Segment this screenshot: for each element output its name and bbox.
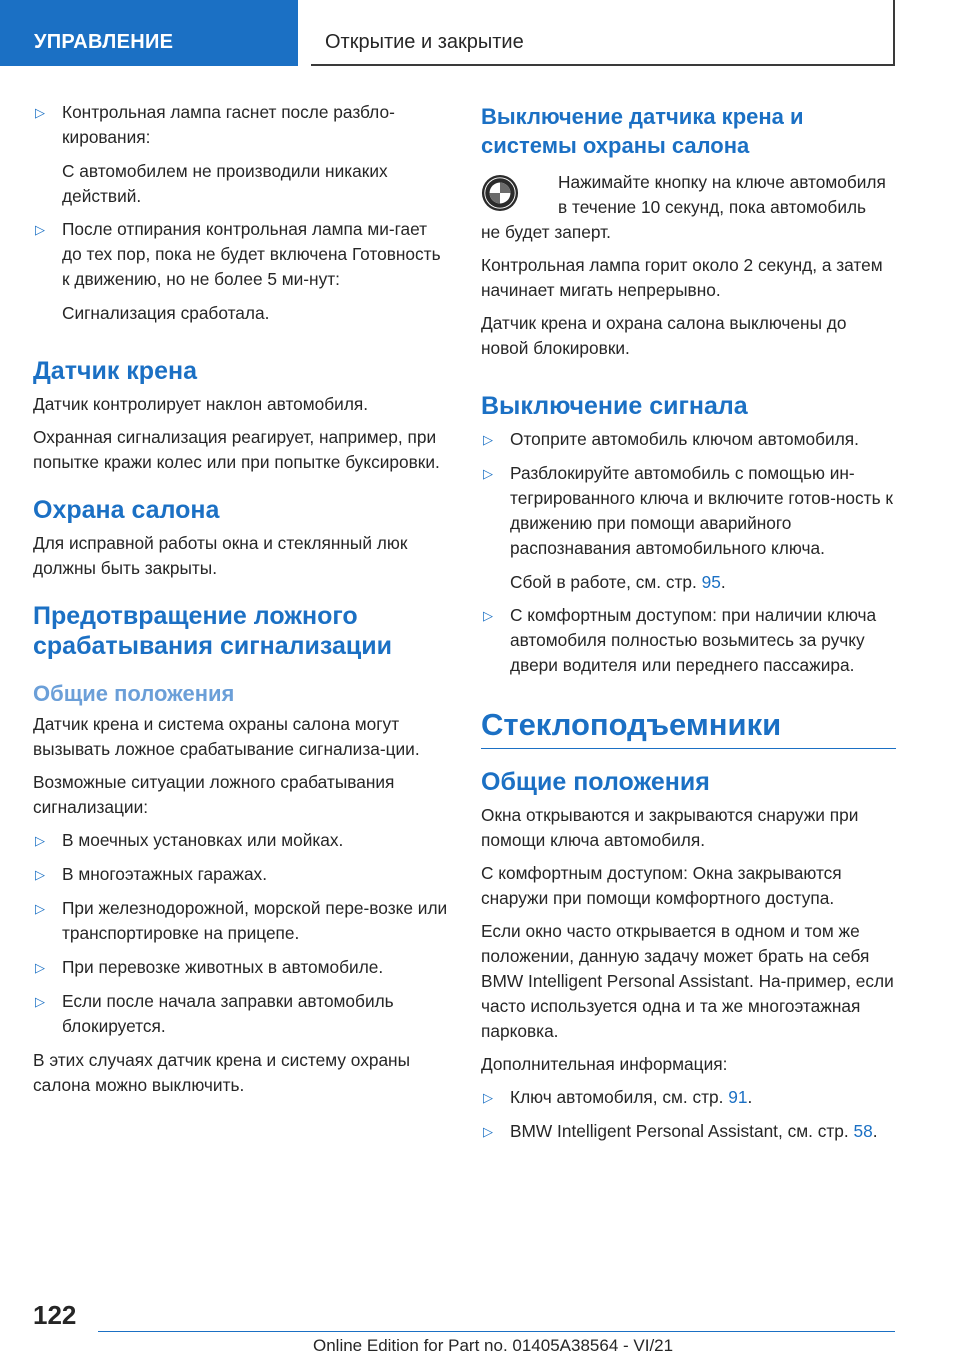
triangle-bullet-icon: ▷ [35,867,45,882]
footer-edition: Online Edition for Part no. 01405A38564 - VI/21 [313,1336,674,1355]
list-item: ▷ Разблокируйте автомобиль с помощью ин-тегрированного ключа и включите готов-ность к движению при помощи аварийного распознавания автомобильного ключа. [483,463,893,558]
paragraph: Датчик контролирует наклон автомобиля. [33,394,369,414]
page-link-91[interactable]: 91 [728,1087,748,1107]
list-item: ▷ Ключ автомобиля, см. стр. 91. [481,1085,896,1110]
heading-false-alarm: Предотвращение ложного срабатывания сигнализации [33,602,393,660]
triangle-bullet-icon: ▷ [483,1090,493,1105]
chapter-title: Открытие и закрытие [311,0,895,66]
list-item-reference: Сбой в работе, см. стр. 95. [510,572,726,592]
paragraph: Если окно часто открывается в одном и том же положении, данную задачу может брать на себя BMW Intelligent Personal Assistant. На-пример, если часто используется одна и та же многоэтажная парковка. [481,921,894,1041]
heading-general: Общие положения [481,768,710,796]
paragraph: С комфортным доступом: Окна закрываются снаружи при помощи комфортного доступа. [481,863,842,908]
triangle-bullet-icon: ▷ [35,994,45,1009]
triangle-bullet-icon: ▷ [35,960,45,975]
paragraph: Датчик крена и охрана салона выключены до новой блокировки. [481,313,847,358]
paragraph: Охранная сигнализация реагирует, например, при попытке кражи колес или при попытке буксировки. [33,427,440,472]
paragraph: В этих случаях датчик крена и систему охраны салона можно выключить. [33,1050,411,1095]
triangle-bullet-icon: ▷ [35,833,45,848]
list-item: ▷ Отоприте автомобиль ключом автомобиля. [481,427,896,452]
triangle-bullet-icon: ▷ [483,432,493,447]
paragraph: Контрольная лампа горит около 2 секунд, а затем начинает мигать непрерывно. [481,255,883,300]
heading-tilt-sensor: Датчик крена [33,357,197,385]
list-item: ▷ После отпирания контрольная лампа ми-гает до тех пор, пока не будет включена Готовность к движению, но не более 5 ми-нут: [35,219,441,289]
list-item: ▷ С комфортным доступом: при наличии ключа автомобиля полностью возьмитесь за ручку двери водителя или переднего пассажира. [483,605,877,675]
triangle-bullet-icon: ▷ [483,466,493,481]
heading-interior-protection: Охрана салона [33,496,220,524]
list-item: ▷ При перевозке животных в автомобиле. [33,955,449,980]
list-item: ▷ При железнодорожной, морской пере-возке или транспортировке на прицепе. [35,898,448,943]
list-item-result: Сигнализация сработала. [62,303,270,323]
triangle-bullet-icon: ▷ [35,222,45,237]
triangle-bullet-icon: ▷ [483,1124,493,1139]
page-link-58[interactable]: 58 [853,1121,873,1141]
heading-window-lifts: Стеклоподъемники [481,706,896,749]
heading-alarm-off: Выключение сигнала [481,392,748,420]
left-column [33,100,449,1106]
list-item: ▷ Контрольная лампа гаснет после разбло-кирования: [35,102,395,147]
list-item: ▷ В моечных установках или мойках. [33,828,449,853]
list-item-result: С автомобилем не производили никаких действий. [62,161,388,206]
paragraph: Дополнительная информация: [481,1054,728,1074]
list-item: ▷ В многоэтажных гаражах. [33,862,449,887]
page-header [0,0,960,66]
heading-disable-sensors: Выключение датчика крена и системы охраны салона [481,104,804,158]
page-number: 122 [33,1300,77,1330]
bmw-logo-icon [481,174,519,212]
key-button-instruction: Нажимайте кнопку на ключе автомобиля в течение 10 секунд, пока автомобиль не будет заперт. [481,172,886,242]
list-item: ▷ Если после начала заправки автомобиль блокируется. [35,991,394,1036]
triangle-bullet-icon: ▷ [35,901,45,916]
paragraph: Датчик крена и система охраны салона могут вызывать ложное срабатывание сигнализа-ции. [33,714,420,759]
triangle-bullet-icon: ▷ [483,608,493,623]
triangle-bullet-icon: ▷ [35,105,45,120]
paragraph: Возможные ситуации ложного срабатывания сигнализации: [33,772,395,817]
subheading-general: Общие положения [33,681,235,706]
section-tab[interactable]: УПРАВЛЕНИЕ [0,0,298,66]
footer-divider [98,1331,895,1332]
paragraph: Окна открываются и закрываются снаружи при помощи ключа автомобиля. [481,805,859,850]
paragraph: Для исправной работы окна и стеклянный люк должны быть закрыты. [33,533,408,578]
list-item: ▷ BMW Intelligent Personal Assistant, см. стр. 58. [481,1119,896,1144]
page-link-95[interactable]: 95 [701,572,721,592]
right-column [481,100,896,1153]
